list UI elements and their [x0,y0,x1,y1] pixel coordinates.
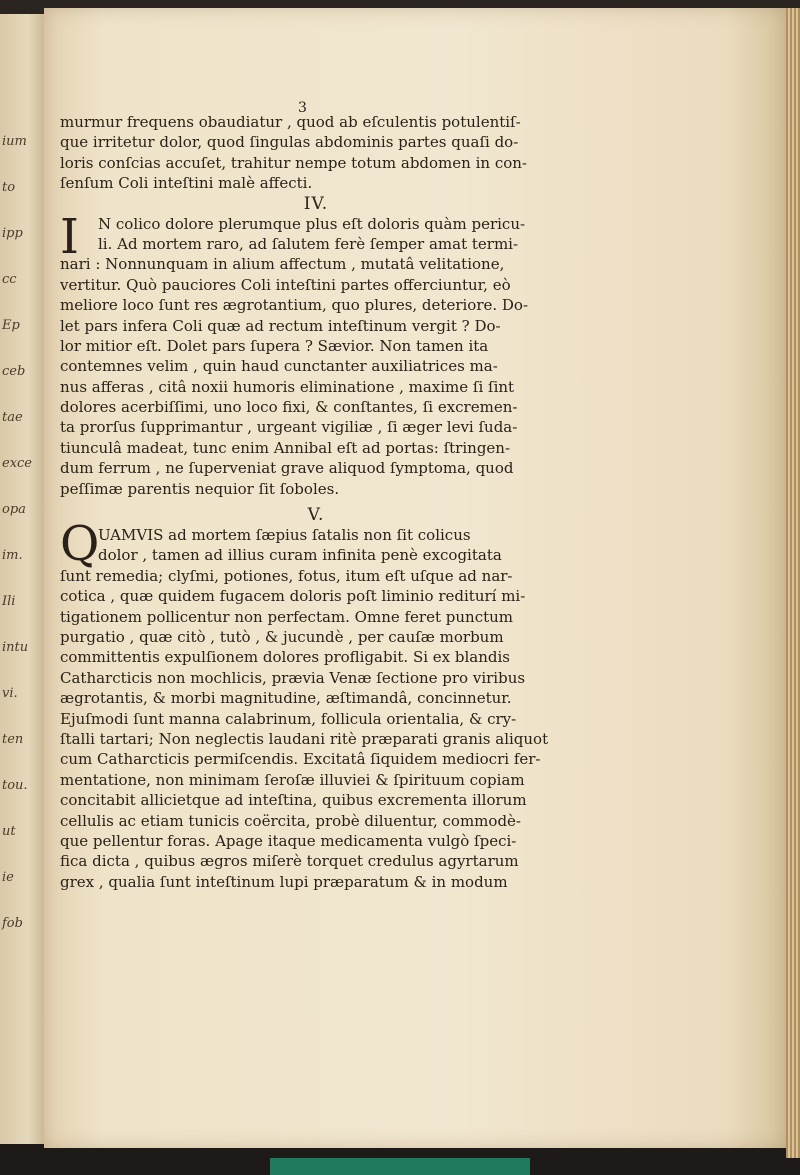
text-line: concitabit allicietque ad inteſtina, quibus excrementa illorum [60,791,527,810]
margin-fragment: ut [2,824,16,839]
text-line: lor mitior eſt. Dolet pars ſupera ? Sævior. Non tamen ita [60,336,489,355]
margin-fragment: Ili [2,594,16,609]
margin-fragment: exce [2,456,32,471]
text-line: Catharcticis non mochlicis, prævia Venæ ſectione pro viribus [60,668,526,687]
text-line: tigationem pollicentur non perfectam. Omne feret punctum [60,607,514,626]
section-heading-v: V. [307,505,325,526]
text-line: li. Ad mortem raro, ad ſalutem ferè ſemper amat termi- [98,234,519,253]
margin-fragment: ten [2,732,24,747]
margin-fragment: tou. [2,778,28,793]
margin-fragment: tae [2,410,23,425]
text-line: N colico dolore plerumque plus eſt doloris quàm pericu- [98,214,526,233]
text-line: que pellentur foras. Apage itaque medicamenta vulgò ſpeci- [60,831,517,850]
text-line: cum Catharcticis permiſcendis. Excitatâ ſiquidem mediocri fer- [60,750,541,769]
section-iv-body [60,208,572,499]
text-line: murmur frequens obaudiatur , quod ab eſculentis potulentiſ- [60,113,521,131]
margin-fragment: ie [2,870,14,885]
cloth-background [270,1158,530,1175]
text-line: dolor , tamen ad illius curam infinita penè excogitata [98,546,502,565]
text-line: ta prorſus ſupprimantur , urgeant vigiliæ , ſi æger levi ſuda- [60,418,518,437]
text-line: mentatione, non minimam ſeroſæ illuviei & ſpirituum copiam [60,770,525,789]
drop-cap-i: I [60,208,79,265]
text-line: nus afferas , citâ noxii humoris eliminatione , maxime ſi ſint [60,377,515,396]
text-line: vertitur. Quò pauciores Coli inteſtini partes offerciuntur, eò [60,275,511,294]
text-line: let pars infera Coli quæ ad rectum inteſtinum vergit ? Do- [60,316,501,335]
text-line: purgatio , quæ citò , tutò , & jucundè , per cauſæ morbum [60,627,504,646]
text-line: ægrotantis, & morbi magnitudine, æſtimandâ, concinnetur. [60,689,512,708]
margin-fragment: vi. [2,686,18,701]
text-line: grex , qualia ſunt inteſtinum lupi præparatum & in modum [60,872,508,891]
drop-cap-q: Q [60,516,100,573]
page-number: 3 [298,100,307,116]
text-line: UAMVIS ad mortem ſæpius ſatalis non ſit colicus [98,526,471,545]
text-line: fica dicta , quibus ægros miſerè torquet credulus agyrtarum [60,852,519,871]
text-line: loris conſcias accuſet, trahitur nempe totum abdomen in con- [60,153,527,172]
facing-page-edge [0,14,47,1144]
text-line: nari : Nonnunquam in alium affectum , mutatâ velitatione, [60,255,505,274]
section-heading-iv: IV. [303,193,329,214]
margin-fragment: intu [2,640,29,655]
text-line: Ejuſmodi ſunt manna calabrinum, follicula orientalia, & cry- [60,709,517,728]
text-line: tiunculâ madeat, tunc enim Annibal eſt ad portas: ſtringen- [60,438,511,457]
margin-fragment: Ep [2,318,20,333]
section-v-body [60,516,572,892]
text-line: ſenſum Coli inteſtini malè affecti. [60,174,313,193]
main-text [60,112,572,892]
text-line: dum ferrum , ne ſuperveniat grave aliquod ſymptoma, quod [60,459,514,478]
text-line: peſſimæ parentis nequior ſit ſoboles. [60,479,340,498]
text-line: cotica , quæ quidem fugacem doloris poſt liminio rediturí mi- [60,587,526,606]
text-line: ſunt remedia; clyſmi, potiones, fotus, itum eſt uſque ad nar- [60,566,513,585]
section-iv-lead-in [60,112,572,194]
margin-fragment: to [2,180,16,195]
margin-fragment: ipp [2,226,23,241]
text-line: contemnes velim , quin haud cunctanter auxiliatrices ma- [60,357,498,376]
text-line: que irritetur dolor, quod ſingulas abdominis partes quaſi do- [60,133,519,152]
text-line: ſtalli tartari; Non neglectis laudani ritè præparati granis aliquot [60,729,549,748]
margin-fragment: ium [2,134,27,149]
margin-fragment: im. [2,548,23,563]
text-line: meliore loco ſunt res ægrotantium, quo plures, deteriore. Do- [60,296,529,315]
margin-fragment: fob [2,916,23,931]
margin-fragment: opa [2,502,26,517]
text-line: dolores acerbiſſimi, uno loco fixi, & conſtantes, ſi excremen- [60,398,518,417]
text-line: committentis expulſionem dolores profligabit. Si ex blandis [60,648,510,667]
text-line: cellulis ac etiam tunicis coërcita, probè diluentur, commodè- [60,811,521,830]
margin-fragment: cc [2,272,17,287]
page-fore-edge [786,8,800,1158]
margin-fragment: ceb [2,364,26,379]
